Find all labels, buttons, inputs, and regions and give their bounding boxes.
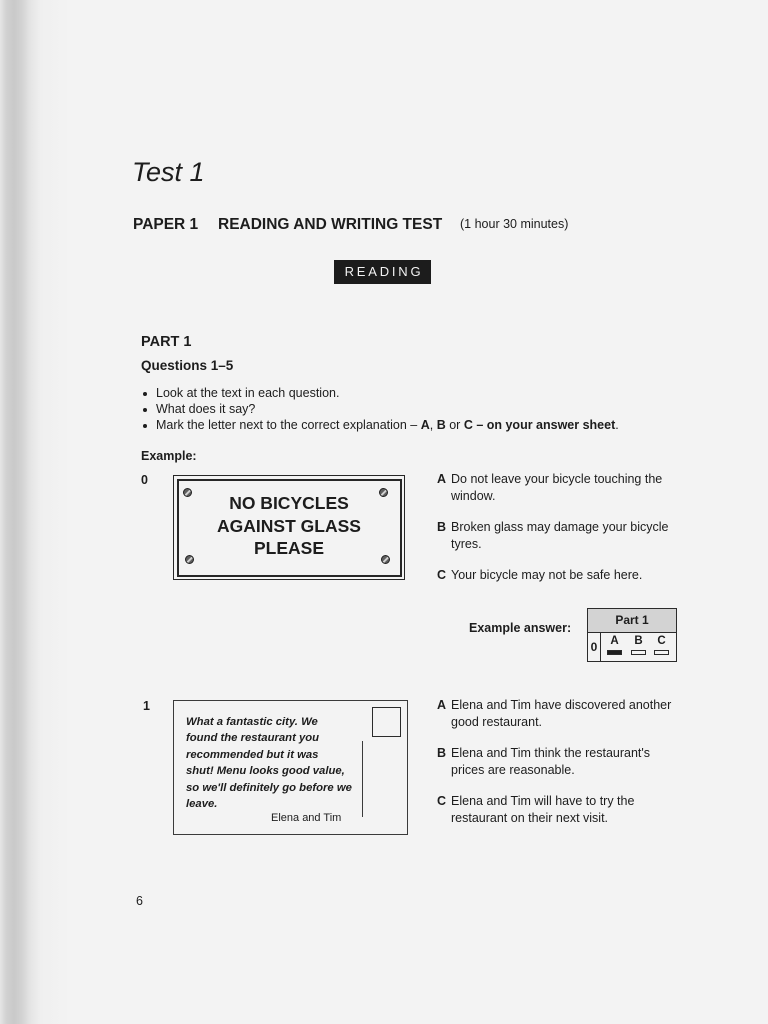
example-option-a	[437, 471, 680, 505]
question-1-option-c	[437, 793, 680, 827]
instruction-letter-a: A	[420, 418, 430, 432]
postcard-signature: Elena and Tim	[271, 812, 342, 824]
answer-choice-a	[607, 633, 622, 659]
choice-letter: A	[610, 635, 619, 647]
choice-letter: C	[657, 635, 666, 647]
answer-box-number: 0	[588, 633, 601, 661]
instruction-text: Look at the text in each question.	[156, 386, 340, 400]
answer-lozenge	[631, 650, 646, 655]
sign-line: AGAINST GLASS	[217, 515, 361, 536]
question-1-option-b	[437, 745, 680, 779]
question-1-option-a	[437, 697, 680, 731]
page-number: 6	[136, 894, 143, 908]
option-text: Elena and Tim have discovered another good restaurant.	[451, 698, 672, 729]
bullet-icon	[143, 424, 147, 428]
instruction-letter-c: C	[463, 418, 473, 432]
answer-box-header: Part 1	[588, 609, 676, 633]
postcard-message-line: leave.	[186, 798, 218, 811]
instruction-item	[143, 385, 619, 401]
instruction-list	[143, 385, 619, 433]
option-letter: B	[437, 746, 447, 760]
option-text: Your bicycle may not be safe here.	[451, 568, 643, 582]
choice-letter: B	[634, 635, 643, 647]
stamp-box	[372, 707, 401, 737]
postcard-message-line: so we'll definitely go before we	[186, 781, 352, 794]
answer-choices	[601, 633, 676, 661]
instruction-text: .	[615, 418, 619, 432]
option-letter: C	[437, 568, 447, 582]
instruction-text: What does it say?	[156, 402, 256, 416]
paper-duration: (1 hour 30 minutes)	[460, 217, 569, 231]
example-option-b	[437, 519, 680, 553]
option-text: Elena and Tim will have to try the restaurant on their next visit.	[451, 794, 635, 825]
question-number: 1	[143, 699, 150, 713]
paper-label: PAPER 1	[133, 216, 199, 233]
instruction-emphasis: – on your answer sheet	[472, 418, 616, 432]
postcard-message-line: shut! Menu looks good value,	[186, 765, 345, 778]
answer-choice-c	[654, 633, 669, 659]
answer-lozenge	[654, 650, 669, 655]
option-letter: A	[437, 472, 447, 486]
option-letter: A	[437, 698, 447, 712]
instruction-text: ,	[429, 418, 437, 432]
option-letter: C	[437, 794, 447, 808]
postcard-message-line: found the restaurant you	[186, 732, 320, 745]
sign-line: NO BICYCLES	[229, 493, 349, 513]
example-answer-box	[587, 608, 677, 662]
sign-line: PLEASE	[253, 538, 325, 558]
postcard-message-line: recommended but it was	[186, 748, 319, 761]
option-text: Do not leave your bicycle touching the window.	[451, 472, 663, 503]
option-letter: B	[437, 520, 447, 534]
paper-title: READING AND WRITING TEST	[218, 216, 443, 233]
instruction-letter-b: B	[436, 418, 446, 432]
instruction-item	[143, 417, 619, 433]
bullet-icon	[143, 392, 147, 396]
notice-sign	[173, 475, 405, 580]
example-answer-label: Example answer:	[469, 621, 572, 635]
example-number: 0	[141, 473, 148, 487]
test-title: Test 1	[132, 157, 205, 187]
postcard-message-line: What a fantastic city. We	[186, 716, 318, 728]
option-text: Broken glass may damage your bicycle tyres.	[451, 520, 669, 551]
example-option-c	[437, 567, 680, 584]
instruction-text: or	[445, 418, 464, 432]
instruction-text: Mark the letter next to the correct explanation –	[156, 418, 421, 432]
instruction-item	[143, 401, 619, 417]
answer-lozenge	[607, 650, 622, 655]
option-text: Elena and Tim think the restaurant's prices are reasonable.	[451, 746, 651, 777]
answer-choice-b	[631, 633, 646, 659]
questions-range: Questions 1–5	[141, 358, 234, 373]
example-label: Example:	[141, 449, 197, 463]
bullet-icon	[143, 408, 147, 412]
section-label: READING	[334, 260, 431, 284]
postcard-divider	[362, 741, 363, 817]
postcard-message	[186, 714, 352, 812]
part-title: PART 1	[141, 334, 192, 350]
postcard	[173, 700, 408, 835]
sign-text	[174, 492, 404, 560]
